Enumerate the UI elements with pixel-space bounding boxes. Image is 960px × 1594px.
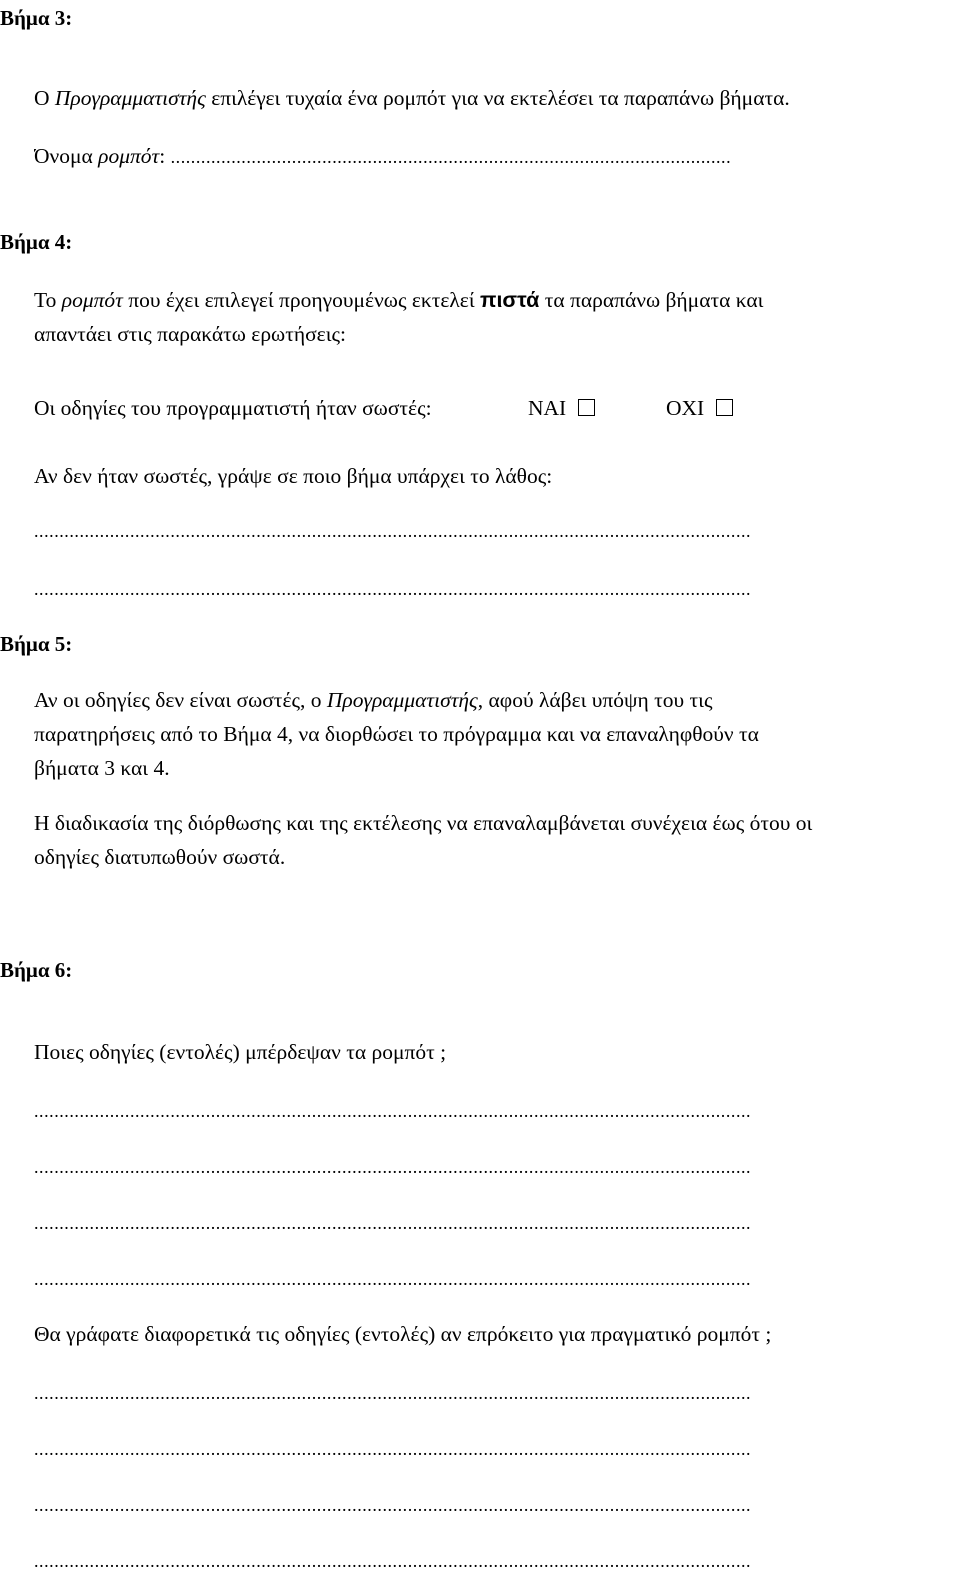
step4-line1-suffix: τα παραπάνω βήματα και (539, 288, 764, 312)
step5-p1-italic: Προγραμματιστής (326, 688, 478, 712)
step5-paragraph2-line1: Η διαδικασία της διόρθωσης και της εκτέλεσης να επαναλαμβάνεται συνέχεια έως ότου οι (34, 811, 813, 835)
q1-answer-line[interactable]: .............................................................................................................................................. (34, 1214, 752, 1232)
step5-p1-prefix: Αν οι οδηγίες δεν είναι σωστές, ο (34, 688, 327, 712)
q1-answer-line[interactable]: .............................................................................................................................................. (34, 1158, 752, 1176)
correctness-question-text: Οι οδηγίες του προγραμματιστή ήταν σωστές: (34, 396, 432, 420)
robot-name-label-suffix: : (159, 146, 171, 168)
correctness-question (34, 398, 432, 420)
step3-text (34, 88, 790, 110)
option-yes[interactable] (528, 398, 595, 420)
step5-p1-suffix: , αφού λάβει υπόψη του τις (477, 688, 713, 712)
step3-text-suffix: επιλέγει τυχαία ένα ρομπότ για να εκτελέσει τα παραπάνω βήματα. (205, 86, 790, 110)
option-no-label: ΟΧΙ (666, 396, 705, 420)
step4-text-line1 (34, 290, 763, 312)
robot-name-field[interactable] (34, 146, 938, 168)
step4-line1-bold: πιστά (480, 288, 540, 312)
step3-text-prefix: Ο (34, 86, 55, 110)
step3-text-italic: Προγραμματιστής (54, 86, 206, 110)
q1-answer-line[interactable]: .............................................................................................................................................. (34, 1102, 752, 1120)
step5-paragraph1-line2: παρατηρήσεις από το Βήμα 4, να διορθώσει το πρόγραμμα και να επαναληφθούν τα (34, 722, 759, 746)
step4-heading: Βήμα 4: (0, 230, 73, 254)
step4-line1-italic: ρομπότ (61, 288, 123, 312)
step5-paragraph1-line1 (34, 690, 712, 712)
error-step-prompt: Αν δεν ήταν σωστές, γράψε σε ποιο βήμα υπάρχει το λάθος: (34, 464, 553, 488)
option-yes-label: ΝΑΙ (528, 396, 567, 420)
step3-heading: Βήμα 3: (0, 6, 73, 30)
step6-question2: Θα γράφατε διαφορετικά τις οδηγίες (εντολές) αν επρόκειτο για πραγματικό ρομπότ ; (34, 1322, 772, 1346)
step4-line1-middle: που έχει επιλεγεί προηγουμένως εκτελεί (122, 288, 480, 312)
robot-name-label-prefix: Όνομα (34, 146, 99, 168)
error-answer-line[interactable]: .............................................................................................................................................. (34, 522, 752, 540)
step5-paragraph1-line3: βήματα 3 και 4. (34, 756, 170, 780)
step4-line1-prefix: Το (34, 288, 62, 312)
q2-answer-line[interactable]: .............................................................................................................................................. (34, 1552, 752, 1570)
step5-heading: Βήμα 5: (0, 632, 73, 656)
step6-heading: Βήμα 6: (0, 958, 73, 982)
q2-answer-line[interactable]: .............................................................................................................................................. (34, 1384, 752, 1402)
yes-checkbox[interactable] (578, 399, 595, 416)
step6-question1: Ποιες οδηγίες (εντολές) μπέρδεψαν τα ρομπότ ; (34, 1040, 447, 1064)
option-no[interactable] (666, 398, 733, 420)
q2-answer-line[interactable]: .............................................................................................................................................. (34, 1440, 752, 1458)
error-answer-line[interactable]: .............................................................................................................................................. (34, 580, 752, 598)
q2-answer-line[interactable]: .............................................................................................................................................. (34, 1496, 752, 1514)
robot-name-blank[interactable]: ............................................................................................................... (170, 147, 732, 167)
robot-name-label-italic: ρομπότ (98, 146, 160, 168)
q1-answer-line[interactable]: .............................................................................................................................................. (34, 1270, 752, 1288)
step5-paragraph2-line2: οδηγίες διατυπωθούν σωστά. (34, 845, 286, 869)
step4-text-line2: απαντάει στις παρακάτω ερωτήσεις: (34, 322, 346, 346)
no-checkbox[interactable] (716, 399, 733, 416)
